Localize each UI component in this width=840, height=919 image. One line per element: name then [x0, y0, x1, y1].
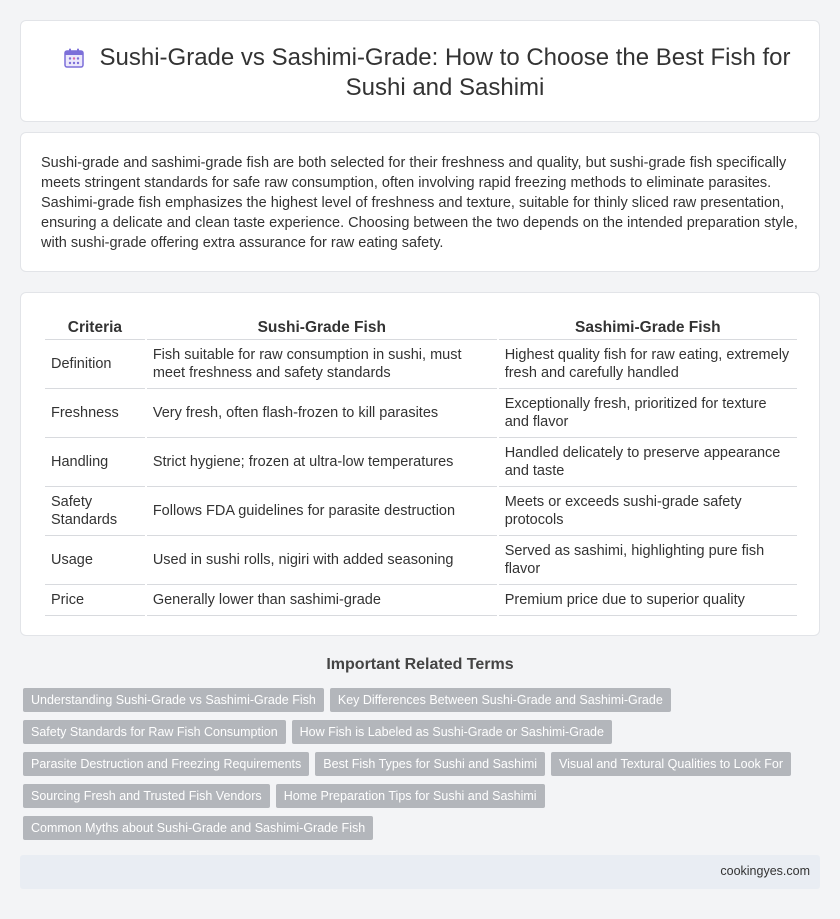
table-cell: Generally lower than sashimi-grade — [147, 585, 497, 616]
table-row — [45, 585, 797, 616]
table-header: Sushi-Grade Fish — [147, 315, 497, 340]
table-cell: Handling — [45, 438, 145, 487]
page-title: Sushi-Grade vs Sashimi-Grade: How to Choose the Best Fish for Sushi and Sashimi — [99, 44, 791, 101]
related-term-tag[interactable]: Visual and Textural Qualities to Look For — [551, 752, 791, 776]
table-cell: Premium price due to superior quality — [499, 585, 797, 616]
related-term-tag[interactable]: Common Myths about Sushi-Grade and Sashimi-Grade Fish — [23, 816, 373, 840]
table-row — [45, 340, 797, 389]
related-term-tag[interactable]: Safety Standards for Raw Fish Consumption — [23, 720, 286, 744]
title-card — [20, 20, 820, 122]
related-terms-title: Important Related Terms — [326, 656, 514, 673]
table-cell: Fish suitable for raw consumption in sushi, must meet freshness and safety standards — [147, 340, 497, 389]
table-header-row — [45, 315, 797, 340]
table-cell: Served as sashimi, highlighting pure fish flavor — [499, 536, 797, 585]
footer-site-link[interactable]: cookingyes.com — [720, 864, 810, 878]
table-cell: Strict hygiene; frozen at ultra-low temperatures — [147, 438, 497, 487]
related-term-tag[interactable]: Best Fish Types for Sushi and Sashimi — [315, 752, 545, 776]
footer — [20, 855, 820, 889]
table-header: Criteria — [45, 315, 145, 340]
table-cell: Very fresh, often flash-frozen to kill parasites — [147, 389, 497, 438]
table-cell: Freshness — [45, 389, 145, 438]
related-term-tag[interactable]: Sourcing Fresh and Trusted Fish Vendors — [23, 784, 270, 808]
table-cell: Handled delicately to preserve appearance and taste — [499, 438, 797, 487]
related-term-tag[interactable]: How Fish is Labeled as Sushi-Grade or Sashimi-Grade — [292, 720, 612, 744]
table-row — [45, 389, 797, 438]
table-cell: Price — [45, 585, 145, 616]
table-cell: Safety Standards — [45, 487, 145, 536]
related-term-tag[interactable]: Parasite Destruction and Freezing Requirements — [23, 752, 309, 776]
related-term-tag[interactable]: Key Differences Between Sushi-Grade and Sashimi-Grade — [330, 688, 671, 712]
table-cell: Highest quality fish for raw eating, extremely fresh and carefully handled — [499, 340, 797, 389]
comparison-table — [43, 315, 799, 616]
table-cell: Exceptionally fresh, prioritized for texture and flavor — [499, 389, 797, 438]
comparison-table-card — [20, 292, 820, 636]
table-row — [45, 536, 797, 585]
related-term-tag[interactable]: Home Preparation Tips for Sushi and Sashimi — [276, 784, 545, 808]
table-row — [45, 487, 797, 536]
intro-paragraph: Sushi-grade and sashimi-grade fish are both selected for their freshness and quality, but sushi-grade fish specifically meets stringent standards for safe raw consumption, often involving rapid freezing methods to eliminate parasites. Sashimi-grade fish emphasizes the highest level of freshness and texture, suitable for thinly sliced raw presentation, ensuring a delicate and clean taste experience. Choosing between the two depends on the intended preparation style, with sushi-grade offering extra assurance for raw eating safety. — [41, 155, 798, 251]
related-term-tag[interactable]: Understanding Sushi-Grade vs Sashimi-Grade Fish — [23, 688, 324, 712]
table-cell: Meets or exceeds sushi-grade safety protocols — [499, 487, 797, 536]
table-header: Sashimi-Grade Fish — [499, 315, 797, 340]
table-cell: Used in sushi rolls, nigiri with added seasoning — [147, 536, 497, 585]
table-row — [45, 438, 797, 487]
table-cell: Definition — [45, 340, 145, 389]
table-cell: Follows FDA guidelines for parasite destruction — [147, 487, 497, 536]
table-cell: Usage — [45, 536, 145, 585]
intro-card — [20, 132, 820, 272]
related-terms-tags — [23, 688, 803, 848]
